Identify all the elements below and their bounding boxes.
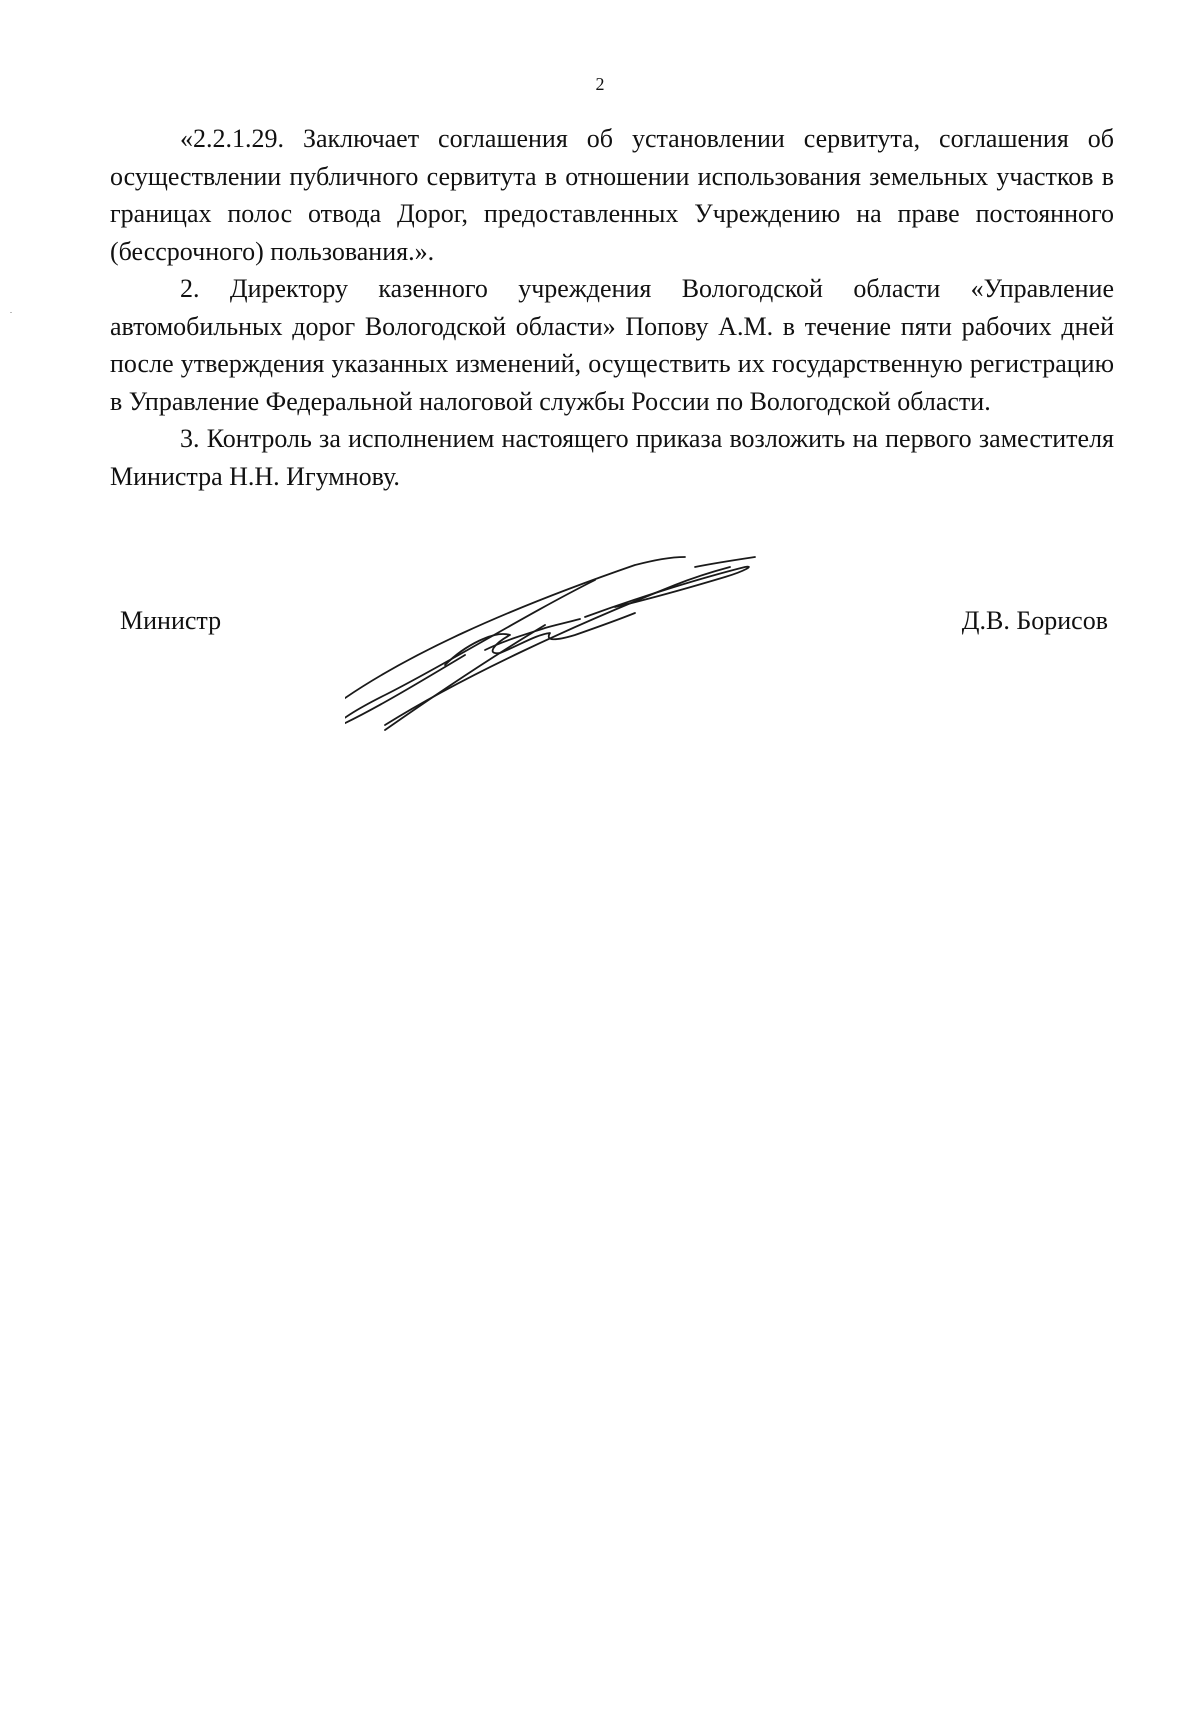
paragraph-3: 3. Контроль за исполнением настоящего приказа возложить на первого заместителя Министра Н.Н. Игумнову. [110, 424, 1114, 491]
handwritten-signature [345, 555, 835, 805]
signatory-name: Д.В. Борисов [961, 606, 1108, 635]
paragraph-2: 2. Директору казенного учреждения Вологодской области «Управление автомобильных дорог Вологодской области» Попову А.М. в течение пяти рабочих дней после утверждения указанных изменений, осуществить их государственную регистрацию в Управление Федеральной налоговой службы России по Вологодской области. [110, 274, 1114, 416]
document-body [110, 120, 1114, 495]
paragraph-2-2-1-29: «2.2.1.29. Заключает соглашения об установлении сервитута, соглашения об осуществлении публичного сервитута в отношении использования земельных участков в границах полос отвода Дорог, предоставленных Учреждению на праве постоянного (бессрочного) пользования.». [110, 124, 1114, 266]
scan-artifact [10, 312, 12, 313]
page-number: 2 [595, 74, 605, 94]
signatory-title: Министр [120, 606, 222, 635]
